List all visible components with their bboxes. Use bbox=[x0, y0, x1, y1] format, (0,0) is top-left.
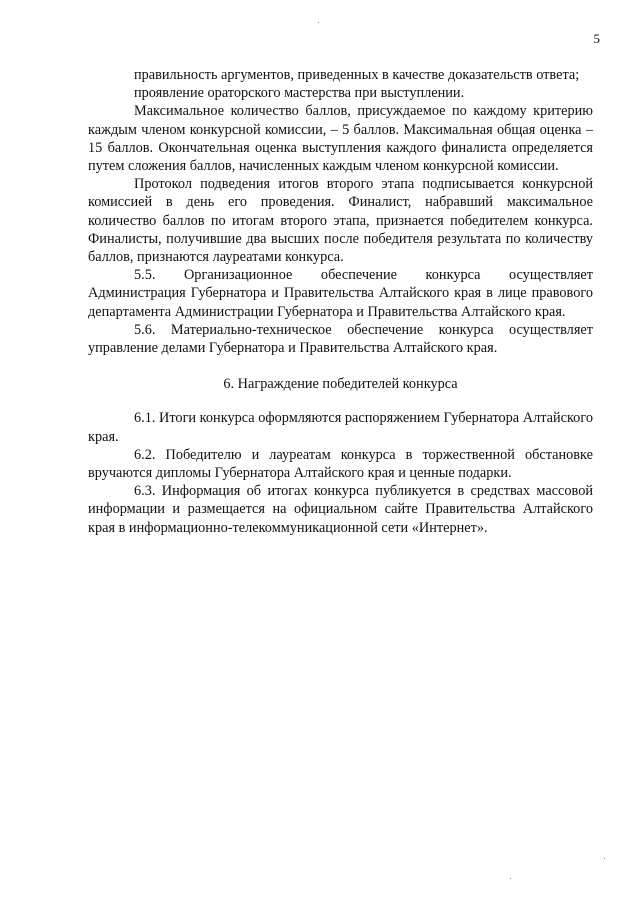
scan-speck bbox=[604, 858, 605, 859]
document-body bbox=[88, 66, 593, 537]
paragraph-scoring: Максимальное количество баллов, присуждаемое по каждому критерию каждым членом конкурсной комиссии, – 5 баллов. Максимальная общая оценка – 15 баллов. Окончательная оценка выступления каждого финалиста определяется путем сложения баллов, начисленных каждым членом конкурсной комиссии. bbox=[88, 103, 593, 175]
section-heading: 6. Награждение победителей конкурса bbox=[223, 376, 458, 393]
scan-speck bbox=[510, 878, 511, 879]
scan-speck bbox=[318, 22, 319, 23]
paragraph-6-1: 6.1. Итоги конкурса оформляются распоряжением Губернатора Алтайского края. bbox=[88, 410, 593, 445]
page-number: 5 bbox=[593, 31, 600, 46]
paragraph-5-6: 5.6. Материально-техническое обеспечение конкурса осуществляет управление делами Губернатора и Правительства Алтайского края. bbox=[88, 321, 593, 357]
paragraph-criterion-oratory: проявление ораторского мастерства при выступлении. bbox=[134, 85, 465, 102]
paragraph-6-2: 6.2. Победителю и лауреатам конкурса в торжественной обстановке вручаются дипломы Губернатора Алтайского края и ценные подарки. bbox=[88, 446, 593, 482]
paragraph-5-5: 5.5. Организационное обеспечение конкурса осуществляет Администрация Губернатора и Правительства Алтайского края в лице правового департамента Администрации Губернатора и Правительства Алтайского края. bbox=[88, 267, 593, 320]
paragraph-protocol: Протокол подведения итогов второго этапа подписывается конкурсной комиссией в день его проведения. Финалист, набравший максимальное количество баллов по итогам второго этапа, признается победителем конкурса. Финалисты, получившие два высших после победителя результата по количеству баллов, признаются лауреатами конкурса. bbox=[88, 176, 593, 266]
paragraph-6-3: 6.3. Информация об итогах конкурса публикуется в средствах массовой информации и размещается на официальном сайте Правительства Алтайского края в информационно-телекоммуникационной сети «Интернет». bbox=[88, 483, 593, 536]
paragraph-criterion-arguments: правильность аргументов, приведенных в качестве доказательств ответа; bbox=[134, 67, 580, 83]
